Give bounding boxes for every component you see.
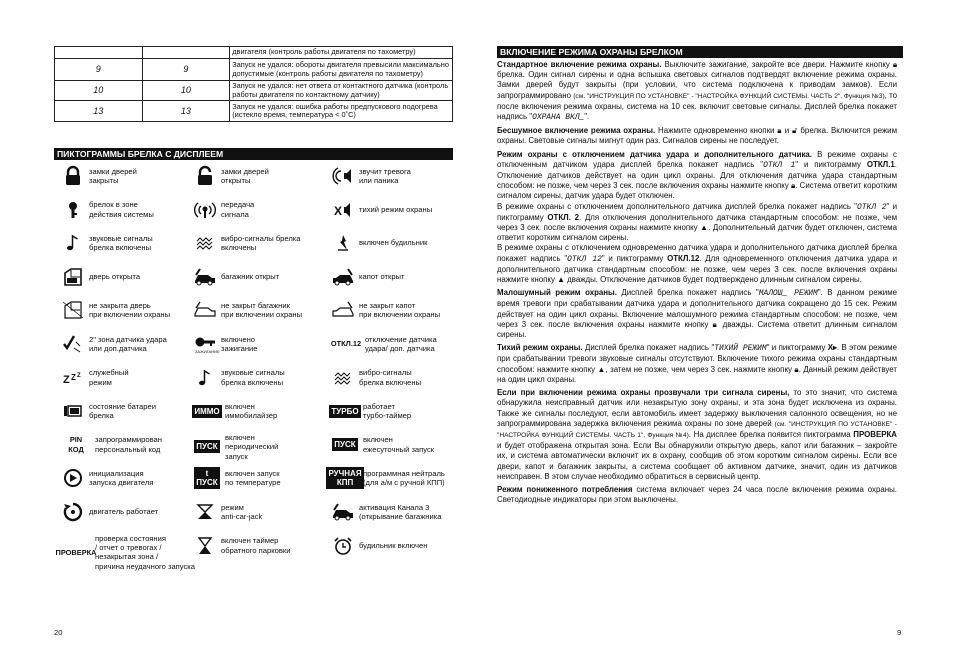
icon-legend-label: вибро-сигналы брелка включены: [359, 368, 422, 387]
icon-legend-label: служебный режим: [89, 368, 129, 387]
page-number-left: 20: [54, 628, 63, 637]
icon-legend-item: [330, 164, 460, 188]
description-cell: Запуск не удался: ошибка работы предпускового подогрева (истекло время, температура < 0˚С): [230, 101, 453, 122]
signal-transmit-icon: [192, 198, 218, 222]
paragraph-sensor-bypass: Режим охраны с отключением датчика удара и дополнительного датчика. В режиме охраны с отключенным датчиком удара дисплей брелка покажет надпись "ОТКЛ 1" и пиктограмму ОТКЛ.1. Отключение датчиков действует на один цикл охраны. Для отключения датчика удара стандартным способом: не позже, чем через 3 сек. после включения охраны нажмите кнопку 🔒︎. Система ответит коротким сигналом сирены, датчик удара будет отключен. В режиме охраны с отключением дополнительного датчика дисплей брелка покажет надпись "ОТКЛ 2" и пиктограмму ОТКЛ. 2. Для отключения дополнительного датчика стандартным способом: не позже, чем через 3 сек. после включения охраны нажмите кнопку ▲. Дополнительный датчик будет отключен, система ответит коротким сигналом сирены. В режиме охраны с отключением одновременно датчика удара и дополнительного датчика дисплей брелка покажет надпись "ОТКЛ 12" и пиктограмму ОТКЛ.12. Для одновременного отключения датчика удара и дополнительного датчика стандартным способом: не позже, чем через 3 сек. после включения охраны нажмите кнопку ▲ дважды. Отключение датчиков будет подтверждено длинным сигналом сирены.: [497, 149, 897, 285]
pictogram-block-icon: [192, 435, 222, 459]
pictogram-text: ТУРБО: [331, 406, 359, 416]
icon-legend-item: [60, 198, 195, 222]
icon-legend-label: вибро-сигналы брелка включены: [221, 233, 301, 253]
table-row: [55, 101, 453, 122]
lock-button-icon: 🔒︎: [892, 60, 898, 69]
icon-legend-item: [330, 433, 460, 457]
service-mode-icon: [60, 366, 86, 390]
icon-legend-label: состояние батареи брелка: [89, 401, 156, 421]
code-cell: [142, 47, 230, 59]
icon-legend-item: [330, 231, 460, 255]
silent-mode-icon: X▸: [827, 343, 837, 353]
engine-init-icon: [60, 466, 86, 490]
icon-legend-item: [330, 466, 460, 490]
door-not-closed-icon: [60, 298, 86, 322]
lock-button-icon: 🔒︎: [791, 181, 796, 191]
battery-icon: [60, 399, 86, 423]
shock-sensor-zone-icon: [60, 332, 86, 356]
icon-legend-label: тихий режим охраны: [359, 204, 433, 214]
icon-legend-label: включен ежесуточный запуск: [363, 435, 435, 454]
icon-legend-label: не закрыта дверь при включении охраны: [89, 300, 171, 320]
icon-legend-item: [192, 500, 327, 524]
pictogram-text-icon: [55, 540, 97, 564]
lock-button-icon: 🔒︎: [794, 364, 799, 374]
trunk-button-icon: ▲: [557, 275, 565, 285]
icon-legend-label: включен таймер обратного парковки: [221, 536, 291, 555]
icon-legend-label: капот открыт: [359, 272, 405, 282]
sound-note-icon: [60, 231, 86, 255]
trunk-button-icon: ▲: [597, 364, 606, 374]
pictogram-text: ИММО: [194, 406, 220, 416]
svg-text:Z: Z: [63, 373, 70, 386]
icon-legend-label: активация Канала 3 (открывание багажника: [359, 502, 442, 521]
paragraph-low-noise-mode: Малошумный режим охраны. Дисплей брелка покажет надпись "МАЛОШ_ РЕЖИМ". В данном режиме время тревоги при срабатывании датчика удара и дополнительного датчика сокращено до 15 сек. Режим действует на один цикл охраны. Включение малошумного режима стандартным способом: не позже, чем через 3 сек. после включения охраны нажмите кнопку 🔒︎ дважды. Система ответит длинным сигналом сирены.: [497, 288, 898, 340]
paragraph-low-power-mode: Режим пониженного потребления система включает через 24 часа после включения режима охраны. Светодиодные индикаторы при этом выключены.: [497, 484, 897, 505]
trunk-button-icon: ▲: [700, 223, 709, 233]
paragraph-three-signals: Если при включении режима охраны прозвучали три сигнала сирены, то это значит, что система обнаружила неисправный датчик или незакрытую зону охраны, и эта зона будет исключена из охраны. Также же сигналы последуют, если автомобиль имеет задержку выключения салонного освещения, но не запрограммирована задержка включения режима охраны по зоне дверей (см. "ИНСТРУКЦИЯ ПО УСТАНОВКЕ" - "НАСТРОЙКА ФУНКЦИЙ СИСТЕМЫ. ЧАСТЬ 1", Функция №4). На дисплее брелка появится пиктограмма ПРОВЕРКА и будет отображена открытая зона. Если Вы обнаружили открытую дверь, капот или багажник – закройте их, и система автоматически включит их в охрану, сообщив об этом коротким сигналом сирены. Если все двери, капот и багажник закрыты, а система сообщает об активном датчике, значит, один из датчиков неисправен. В этом случае необходимо обратиться в сервисный центр.: [497, 388, 897, 481]
svg-text:Z: Z: [77, 372, 81, 379]
icon-legend-label: включен периодический запуск: [225, 432, 279, 461]
code-cell: 9: [142, 59, 230, 81]
icon-legend-item: [192, 534, 327, 558]
svg-text:X: X: [334, 203, 343, 218]
alarm-speaker-icon: [330, 164, 356, 188]
icon-legend-item: [60, 500, 195, 524]
icon-legend-label: включен будильник: [359, 238, 428, 248]
right-page: [477, 0, 954, 661]
icon-legend-item: [192, 164, 327, 188]
keyfob-icons-heading: ПИКТОГРАММЫ БРЕЛКА С ДИСПЛЕЕМ: [54, 148, 453, 160]
pictogram-block-icon: [330, 466, 360, 490]
icon-legend-label: звучит тревога или паника: [359, 166, 411, 185]
door-open-icon: [60, 265, 86, 289]
silent-mode-icon: [330, 198, 356, 222]
icon-legend-label: не закрыт капот при включении охраны: [359, 300, 441, 320]
icon-legend-item: [330, 399, 460, 423]
diagnostics-table: [54, 46, 453, 122]
lock-open-icon: [192, 164, 218, 188]
pictogram-block-icon: [330, 399, 360, 423]
icon-legend-item: [192, 433, 327, 461]
icon-legend-label: режим anti-car-jack: [221, 502, 263, 521]
lock-button-icon: 🔒︎: [777, 126, 782, 136]
pictogram-text: PIN КОД: [68, 435, 84, 454]
icon-legend-item: [60, 366, 195, 390]
icon-legend-item: [330, 198, 460, 222]
ignition-key-icon: [192, 332, 218, 356]
parking-timer-icon: [192, 534, 218, 558]
icon-legend-item: [192, 366, 327, 390]
anti-car-jack-icon: [192, 500, 218, 524]
paragraph-silent-arming: Бесшумное включение режима охраны. Нажмите одновременно кнопки 🔒︎ и 🔓︎ брелка. Включится режим охраны. Световые сигналы мигнут один раз. Сигналов сирены не последует.: [497, 126, 897, 146]
icon-legend-item: [330, 534, 460, 558]
icon-legend-item: [192, 265, 327, 289]
paragraph-quiet-mode: Тихий режим охраны. Дисплей брелка покажет надпись "ТИХИЙ РЕЖИМ" и пиктограмму X▸. В этом режиме при срабатывании тревоги звуковые сигналы отсутствуют. Включение тихого режима охраны стандартным способом: нажмите кнопку ▲, затем не позже, чем через 3 сек. нажмите кнопку 🔒︎. Данный режим действует на один цикл охраны.: [497, 343, 898, 384]
vibration-icon: [330, 366, 356, 390]
icon-legend-label: двигатель работает: [89, 507, 159, 517]
trunk-open-icon: [192, 265, 218, 289]
icon-legend-item: [60, 231, 195, 255]
page-number-right: 9: [897, 628, 902, 637]
icon-legend-label: включен запуск по температуре: [225, 468, 281, 488]
icon-legend-item: [60, 466, 195, 490]
pictogram-text: РУЧНАЯ КПП: [328, 469, 362, 488]
icon-legend-item: [192, 231, 327, 255]
icon-legend-item: [60, 399, 195, 423]
icon-legend-item: [330, 332, 460, 356]
pictogram-text: ОТКЛ.12: [330, 339, 362, 349]
code-cell: 13: [55, 101, 143, 122]
icon-legend-label: замки дверей закрыты: [89, 166, 137, 185]
pictogram-text-icon: [330, 332, 362, 356]
keyfob-in-range-icon: [60, 198, 86, 222]
icon-legend-label: передача сигнала: [221, 200, 255, 219]
description-cell: Запуск не удался: нет ответа от контактного датчика (контроль работы двигателя по контактному датчику): [230, 81, 453, 101]
icon-legend-item: [330, 298, 460, 322]
alarm-clock-bell-icon: [330, 231, 356, 255]
icon-legend-label: звуковые сигналы брелка включены: [89, 233, 153, 253]
section-heading: ВКЛЮЧЕНИЕ РЕЖИМА ОХРАНЫ БРЕЛКОМ: [497, 46, 903, 58]
alarm-clock-icon: [330, 534, 356, 558]
icon-legend-item: [55, 533, 196, 572]
icon-legend-label: работает турбо-таймер: [363, 401, 412, 421]
code-cell: 9: [55, 59, 143, 81]
lock-button-icon: 🔒︎: [712, 319, 719, 329]
unlock-button-icon: 🔓︎: [791, 126, 798, 136]
pictogram-block-icon: [330, 433, 360, 457]
pictogram-text: ПРОВЕРКА: [55, 547, 97, 557]
icon-legend-label: замки дверей открыты: [221, 166, 269, 185]
pictogram-text: ПУСК: [196, 442, 218, 452]
icon-legend-label: багажник открыт: [221, 272, 280, 282]
icon-legend-label: включен иммобилайзер: [225, 401, 278, 421]
pictogram-text-icon: [60, 433, 92, 457]
table-row: [55, 47, 453, 59]
engine-running-icon: [60, 500, 86, 524]
icon-legend-item: [192, 332, 327, 356]
code-cell: 10: [142, 81, 230, 101]
svg-text:Z: Z: [71, 372, 76, 382]
icon-legend-label: программная нейтраль (для а/м с ручной КПП): [363, 468, 445, 488]
hood-open-icon: [330, 265, 356, 289]
description-cell: двигателя (контроль работы двигателя по тахометру): [230, 47, 453, 59]
icon-legend-label: включено зажигание: [221, 334, 258, 353]
icon-legend-item: [330, 500, 460, 524]
icon-legend-label: инициализация запуска двигателя: [89, 468, 154, 488]
pictogram-text: t ПУСК: [196, 469, 218, 488]
code-cell: [55, 47, 143, 59]
icon-legend-label: 2" зона датчика удара или доп.датчика: [89, 334, 167, 353]
icon-legend-label: брелок в зоне действия системы: [89, 200, 154, 219]
pictogram-text: ПУСК: [334, 440, 356, 450]
table-row: [55, 59, 453, 81]
hood-not-closed-icon: [330, 298, 356, 322]
icon-legend-label: запрограммирован персональный код: [95, 435, 162, 454]
vibration-icon: [192, 231, 218, 255]
icon-legend-item: [60, 433, 195, 457]
icon-legend-item: [192, 198, 327, 222]
icon-legend-item: [192, 466, 327, 490]
trunk-not-closed-icon: [192, 298, 218, 322]
table-row: [55, 81, 453, 101]
icon-legend-label: звуковые сигналы брелка включены: [221, 368, 285, 387]
icon-legend-label: не закрыт багажник при включении охраны: [221, 300, 303, 320]
sound-note-icon: [192, 366, 218, 390]
icon-legend-item: [192, 298, 327, 322]
icon-legend-label: будильник включен: [359, 540, 428, 550]
icon-legend-item: [60, 265, 195, 289]
paragraph-standard-arming: Стандартное включение режима охраны. Выключите зажигание, закройте все двери. Нажмите кнопку 🔒︎ брелка. Один сигнал сирены и одна вспышка световых сигналов подтвердят включение режима охраны. Замки дверей будут закрыты (при условии, что система подключена к приводам замков). Если запрограммировано (см. "ИНСТРУКЦИЯ ПО УСТАНОВКЕ" - "НАСТРОЙКА ФУНКЦИЙ СИСТЕМЫ. ЧАСТЬ 2", Функция №3), то после включения режима охраны, система на 10 сек. включит световые сигналы. Дисплей брелка покажет надпись "ОХРАНА ВКЛ_".: [497, 60, 898, 123]
icon-legend-item: [60, 164, 195, 188]
icon-legend-item: [60, 332, 195, 356]
icon-legend-label: отключение датчика удара/ доп. датчика: [365, 334, 437, 353]
icon-legend-item: [330, 265, 460, 289]
icon-legend-item: [60, 298, 195, 322]
trunk-channel-icon: [330, 500, 356, 524]
svg-text:ЗАЖИГАНИЕ: ЗАЖИГАНИЕ: [195, 349, 220, 354]
icon-legend-label: дверь открыта: [89, 272, 141, 282]
code-cell: 10: [55, 81, 143, 101]
description-cell: Запуск не удался: обороты двигателя превысили максимально допустимые (контроль работы двигателя по тахометру): [230, 59, 453, 81]
lock-closed-icon: [60, 164, 86, 188]
code-cell: 13: [142, 101, 230, 122]
section-text: [497, 60, 897, 508]
pictogram-block-icon: [192, 399, 222, 423]
pictogram-block-icon: [192, 466, 222, 490]
icon-legend-item: [192, 399, 327, 423]
icon-legend-label: проверка состояния / отчет о тревогах / незакрытая зона / причина неудачного запуска: [95, 533, 196, 571]
icon-legend-item: [330, 366, 460, 390]
